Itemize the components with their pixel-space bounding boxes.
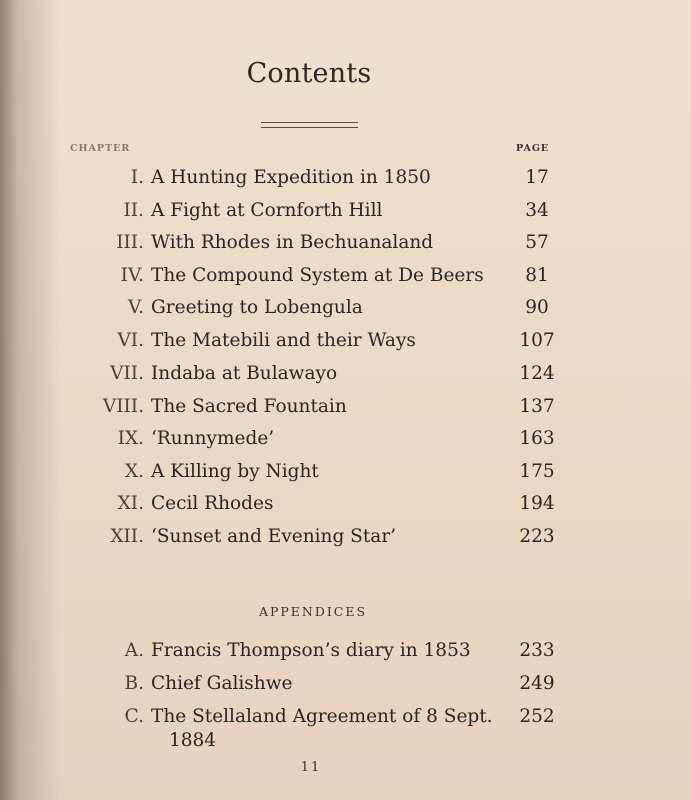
- chapter-row: [0, 197, 691, 225]
- appendix-row: [0, 670, 691, 698]
- chapter-page: 81: [525, 265, 549, 286]
- chapter-row: [0, 294, 691, 322]
- chapter-row: [0, 360, 691, 388]
- appendix-page: 233: [519, 640, 555, 661]
- chapter-number: I.: [130, 167, 144, 188]
- page-title: Contents: [246, 58, 372, 89]
- chapter-number: V.: [127, 297, 144, 318]
- chapter-column-header: CHAPTER: [70, 143, 131, 154]
- chapter-row: [0, 229, 691, 257]
- appendix-title: Francis Thompson’s diary in 1853: [151, 640, 471, 661]
- appendix-title: The Stellaland Agreement of 8 Sept.: [151, 706, 493, 727]
- chapter-row: [0, 490, 691, 518]
- appendix-row: [0, 637, 691, 665]
- chapter-number: II.: [123, 200, 144, 221]
- chapter-title: The Compound System at De Beers: [151, 265, 484, 286]
- appendix-letter: B.: [124, 673, 144, 694]
- chapter-page: 194: [519, 493, 555, 514]
- chapter-row: [0, 458, 691, 486]
- appendix-row: [0, 703, 691, 751]
- appendix-title-continued: 1884: [169, 730, 217, 751]
- chapter-page: 34: [525, 200, 549, 221]
- appendix-page: 252: [519, 706, 555, 727]
- chapter-title: ‘Runnymede’: [151, 428, 275, 449]
- chapter-title: A Fight at Cornforth Hill: [151, 200, 383, 221]
- chapter-row: [0, 327, 691, 355]
- chapter-number: III.: [116, 232, 144, 253]
- chapter-row: [0, 393, 691, 421]
- chapter-title: A Hunting Expedition in 1850: [151, 167, 431, 188]
- appendix-letter: A.: [124, 640, 144, 661]
- chapter-number: IV.: [120, 265, 144, 286]
- chapter-number: VI.: [117, 330, 144, 351]
- chapter-page: 57: [525, 232, 549, 253]
- chapter-title: Indaba at Bulawayo: [151, 363, 338, 384]
- chapter-title: Cecil Rhodes: [151, 493, 274, 514]
- chapter-page: 17: [525, 167, 549, 188]
- chapter-row: [0, 262, 691, 290]
- appendix-letter: C.: [124, 706, 144, 727]
- chapter-page: 137: [519, 396, 555, 417]
- chapter-page: 90: [525, 297, 549, 318]
- chapter-row: [0, 523, 691, 551]
- appendix-title: Chief Galishwe: [151, 673, 293, 694]
- chapter-number: VIII.: [102, 396, 144, 417]
- chapter-page: 124: [519, 363, 555, 384]
- chapter-number: VII.: [110, 363, 144, 384]
- appendices-heading: APPENDICES: [258, 604, 368, 619]
- chapter-page: 107: [519, 330, 555, 351]
- chapter-number: XI.: [117, 493, 144, 514]
- chapter-number: X.: [124, 461, 144, 482]
- appendix-page: 249: [519, 673, 555, 694]
- title-rule-bottom: [261, 127, 358, 128]
- title-rule-top: [261, 122, 358, 123]
- chapter-row: [0, 164, 691, 192]
- chapter-title: Greeting to Lobengula: [151, 297, 363, 318]
- chapter-page: 163: [519, 428, 555, 449]
- chapter-title: A Killing by Night: [151, 461, 319, 482]
- chapter-page: 175: [519, 461, 555, 482]
- chapter-title: The Sacred Fountain: [151, 396, 347, 417]
- page-column-header: PAGE: [516, 143, 550, 154]
- page-number: 11: [300, 760, 322, 775]
- chapter-title: The Matebili and their Ways: [151, 330, 416, 351]
- chapter-row: [0, 425, 691, 453]
- chapter-page: 223: [519, 526, 555, 547]
- chapter-number: XII.: [110, 526, 144, 547]
- chapter-title: ‘Sunset and Evening Star’: [151, 526, 397, 547]
- chapter-title: With Rhodes in Bechuanaland: [151, 232, 434, 253]
- chapter-number: IX.: [117, 428, 144, 449]
